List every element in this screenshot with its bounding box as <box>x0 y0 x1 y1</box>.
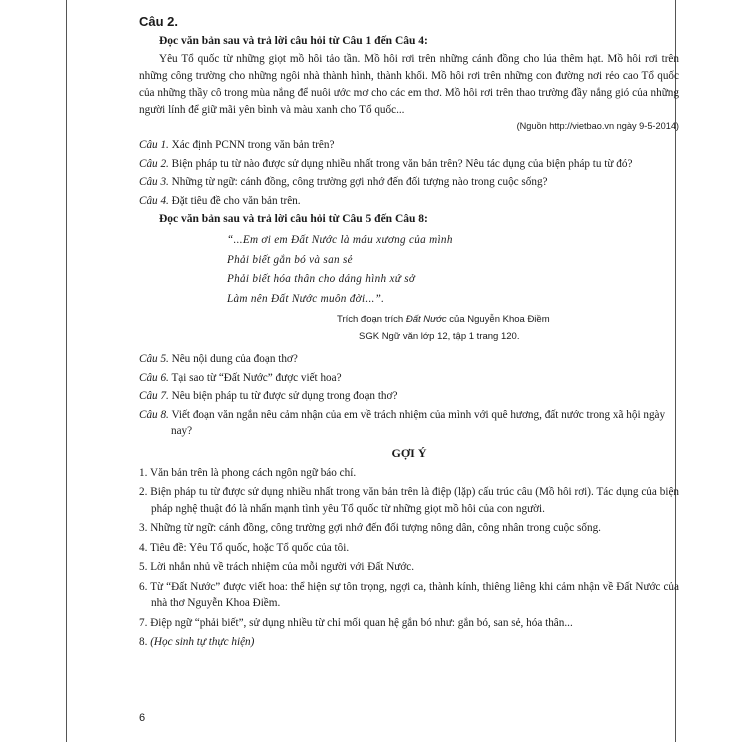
question-item <box>139 407 679 440</box>
question-item <box>139 351 679 368</box>
question-text: Viết đoạn văn ngắn nêu cảm nhận của em về trách nhiệm của mình với quê hương, đất nước trong xã hội ngày nay? <box>171 408 666 437</box>
poem-credit <box>337 311 679 328</box>
answer-item <box>139 579 679 612</box>
question-label: Câu 4. <box>139 194 169 207</box>
answer-number: 3. <box>139 522 148 534</box>
passage-text: Yêu Tổ quốc từ những giọt mồ hôi tảo tần. Mồ hôi rơi trên những cánh đồng cho lúa thêm hạt. Mồ hôi rơi trên những công trường cho những ngôi nhà thành hình, thành khối. Mồ hôi rơi trên những con đường nơi rẻo cao Tổ quốc của những thầy cô trong mùa nắng để nuôi ước mơ cho các em thơ. Mồ hôi rơi trên thao trường đầy nắng gió của những người lính để giữ mãi yên bình và màu xanh cho Tổ quốc... <box>139 53 679 116</box>
answer-item <box>139 484 679 517</box>
poem-line: Phải biết gắn bó và san sẻ <box>227 253 353 266</box>
document-page <box>66 0 680 742</box>
question-item <box>139 193 679 210</box>
question-list-a <box>139 137 679 209</box>
answer-text: Từ “Đất Nước” được viết hoa: thể hiện sự tôn trọng, ngợi ca, thành kính, thiêng liêng khi cảm nhận về Đất Nước của nhà thơ Nguyễn Khoa Điềm. <box>150 580 679 609</box>
answer-number: 4. <box>139 541 148 554</box>
answer-number: 7. <box>139 616 148 629</box>
question-text: Đặt tiêu đề cho văn bản trên. <box>171 194 301 207</box>
question-item <box>139 370 679 387</box>
answer-key-title: GỢI Ý <box>391 445 427 460</box>
passage-source: (Nguồn http://vietbao.vn ngày 9-5-2014) <box>516 121 679 131</box>
question-item <box>139 174 679 191</box>
question-item <box>139 156 679 173</box>
question-label: Câu 1. <box>139 139 169 151</box>
poem-credit-textbook: SGK Ngữ văn lớp 12, tập 1 trang 120. <box>359 331 520 342</box>
answer-number: 2. <box>139 486 148 498</box>
answer-list <box>139 465 679 651</box>
answer-item <box>139 465 679 482</box>
question-label: Câu 3. <box>139 176 169 188</box>
answer-text: Những từ ngữ: cánh đồng, công trường gợi nhớ đến đối tượng nông dân, công nhân trong cuộc sống. <box>150 522 601 534</box>
answer-number: 1. <box>139 466 148 479</box>
poem-line: Phải biết hóa thân cho dáng hình xứ sở <box>227 273 416 285</box>
question-label: Câu 2. <box>139 157 169 170</box>
question-label: Câu 7. <box>139 390 169 402</box>
answer-text: Điệp ngữ “phải biết”, sử dụng nhiều từ chỉ mối quan hệ gắn bó như: gắn bó, san sẻ, hóa thân... <box>150 616 573 629</box>
question-label: Câu 6. <box>139 371 169 384</box>
question-text: Tại sao từ “Đất Nước” được viết hoa? <box>171 371 342 384</box>
page-number: 6 <box>139 712 146 724</box>
question-text: Nêu nội dung của đoạn thơ? <box>171 353 298 365</box>
answer-number: 6. <box>139 580 148 593</box>
answer-number: 5. <box>139 561 148 573</box>
answer-item <box>139 540 679 557</box>
question-text: Biện pháp tu từ nào được sử dụng nhiều nhất trong văn bản trên? Nêu tác dụng của biện pháp tu từ đó? <box>171 157 633 170</box>
credit-suffix: của Nguyễn Khoa Điềm <box>446 314 550 325</box>
question-list-b <box>139 351 679 440</box>
section-heading: Câu 2. <box>139 14 179 29</box>
answer-number: 8. <box>139 636 148 648</box>
answer-text: Tiêu đề: Yêu Tổ quốc, hoặc Tổ quốc của tôi. <box>150 541 350 554</box>
answer-item <box>139 559 679 576</box>
credit-title: Đất Nước <box>405 314 447 325</box>
answer-text: (Học sinh tự thực hiện) <box>150 636 255 648</box>
poem-line: “...Em ơi em Đất Nước là máu xương của mình <box>227 234 453 246</box>
poem-line: Làm nên Đất Nước muôn đời...”. <box>227 292 385 305</box>
poem-excerpt <box>227 231 679 309</box>
credit-prefix: Trích đoạn trích <box>337 314 406 325</box>
answer-text: Lời nhắn nhủ về trách nhiệm của mỗi người với Đất Nước. <box>150 561 415 573</box>
page-content <box>139 14 679 654</box>
answer-item <box>139 520 679 537</box>
question-text: Xác định PCNN trong văn bản trên? <box>171 139 335 151</box>
question-text: Những từ ngữ: cánh đồng, công trường gợi nhớ đến đối tượng nào trong cuộc sống? <box>171 176 548 188</box>
question-item <box>139 388 679 405</box>
answer-text: Biện pháp tu từ được sử dụng nhiều nhất trong văn bản trên là điệp (lặp) cấu trúc câu (Mồ hôi rơi). Tác dụng của biện pháp nghệ thuật đó là nhấn mạnh tình yêu Tổ quốc từ những giọt mồ hôi của con người. <box>150 486 680 515</box>
question-label: Câu 5. <box>139 353 169 365</box>
question-label: Câu 8. <box>139 408 169 421</box>
question-item <box>139 137 679 154</box>
answer-item <box>139 615 679 632</box>
poem-instruction: Đọc văn bản sau và trả lời câu hỏi từ Câu 5 đến Câu 8: <box>159 213 428 225</box>
question-text: Nêu biện pháp tu từ được sử dụng trong đoạn thơ? <box>171 390 398 402</box>
passage-instruction: Đọc văn bản sau và trả lời câu hỏi từ Câu 1 đến Câu 4: <box>159 35 428 47</box>
answer-item <box>139 634 679 651</box>
answer-text: Văn bản trên là phong cách ngôn ngữ báo chí. <box>150 466 357 479</box>
